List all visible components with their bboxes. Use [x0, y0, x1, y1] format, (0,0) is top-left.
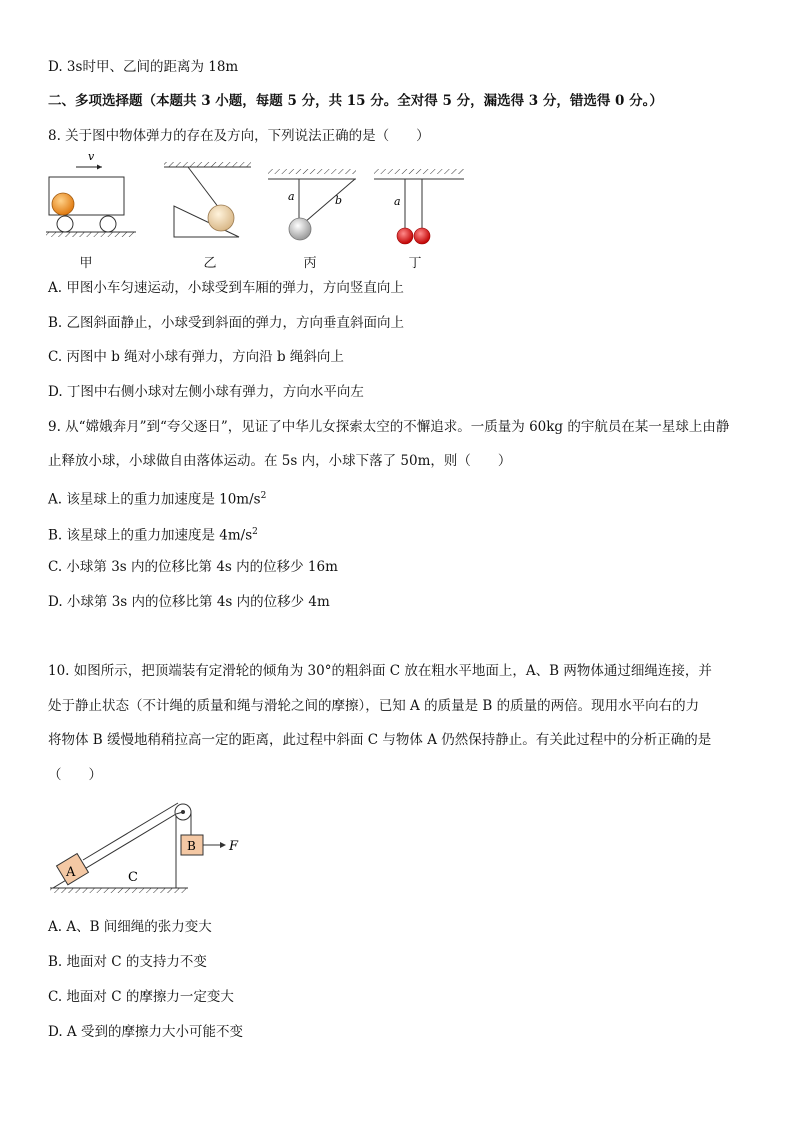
string-a-label: a	[288, 190, 295, 203]
two-ball-diagram	[374, 169, 464, 244]
q7-option-d: D. 3s时甲、乙间的距离为 18m	[48, 59, 239, 75]
q9-stem-line-1: 9. 从“嫦娥奔月”到“夸父逐日”，见证了中华儿女探索太空的不懈追求。一质量为 60kg 的宇航员在某一星球上由静	[48, 419, 730, 435]
q9-option-b: B. 该星球上的重力加速度是 $4m/s^2$	[48, 527, 258, 544]
q10-option-b: B. 地面对 C 的支持力不变	[48, 954, 207, 970]
fig-label-yi: 乙	[203, 256, 217, 271]
block-a-label: A	[66, 865, 76, 880]
q8-option-b: B. 乙图斜面静止，小球受到斜面的弹力，方向垂直斜面向上	[48, 315, 405, 331]
incline-diagram	[164, 162, 251, 237]
incline-c-label: C	[128, 870, 138, 885]
q8-stem: 8. 关于图中物体弹力的存在及方向，下列说法正确的是（ ）	[48, 128, 430, 144]
cart-diagram	[46, 150, 136, 237]
q10-stem-line-4: （ ）	[48, 767, 102, 783]
force-f-label: F	[229, 839, 239, 854]
fig-label-jia: 甲	[79, 256, 93, 271]
q9-option-c: C. 小球第 3s 内的位移比第 4s 内的位移少 16m	[48, 559, 338, 575]
superscript: 2	[252, 527, 258, 537]
q10-stem-line-3: 将物体 B 缓慢地稍稍拉高一定的距离，此过程中斜面 C 与物体 A 仍然保持静止。有关此过程中的分析正确的是	[48, 732, 712, 748]
q9-stem-line-2: 止释放小球，小球做自由落体运动。在 5s 内，小球下落了 50m，则（ ）	[48, 453, 512, 469]
q8-option-a: A. 甲图小车匀速运动，小球受到车厢的弹力，方向竖直向上	[48, 280, 404, 296]
section-2-heading: 二、多项选择题（本题共 3 小题，每题 5 分，共 15 分。全对得 5 分，漏选得 3 分，错选得 0 分。）	[48, 93, 663, 109]
q10-stem-line-1: 10. 如图所示，把顶端装有定滑轮的倾角为 30°的粗斜面 C 放在粗水平地面上，A、B 两物体通过细绳连接，并	[48, 663, 712, 679]
q10-option-c: C. 地面对 C 的摩擦力一定变大	[48, 989, 234, 1005]
q10-option-a: A. A、B 间细绳的张力变大	[48, 919, 212, 935]
q8-option-d: D. 丁图中右侧小球对左侧小球有弹力，方向水平向左	[48, 384, 364, 400]
q8-figure	[46, 150, 476, 230]
superscript: 2	[260, 491, 267, 501]
q8-option-c: C. 丙图中 b 绳对小球有弹力，方向沿 b 绳斜向上	[48, 349, 344, 365]
string-b-label: b	[335, 194, 343, 207]
string-a-label: a	[394, 195, 401, 208]
q9-option-d: D. 小球第 3s 内的位移比第 4s 内的位移少 4m	[48, 594, 330, 610]
q10-stem-line-2: 处于静止状态（不计绳的质量和绳与滑轮之间的摩擦），已知 A 的质量是 B 的质量的两倍。现用水平向右的力	[48, 698, 700, 714]
block-b-label: B	[187, 839, 196, 853]
fig-label-ding: 丁	[408, 256, 422, 271]
q10-option-d: D. A 受到的摩擦力大小可能不变	[48, 1024, 243, 1040]
velocity-label: v	[88, 150, 95, 163]
two-string-diagram	[268, 169, 356, 240]
fig-label-bing: 丙	[303, 256, 317, 271]
q10-figure	[48, 800, 268, 900]
q9-option-a: A. 该星球上的重力加速度是 $10m/s^2$	[48, 491, 267, 508]
